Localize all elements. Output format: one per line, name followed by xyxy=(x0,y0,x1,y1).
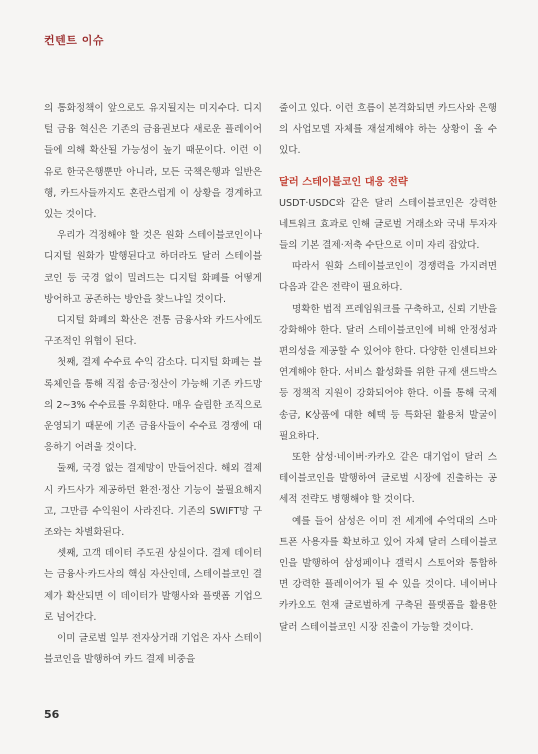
paragraph: 명확한 법적 프레임워크를 구축하고, 신뢰 기반을 강화해야 한다. 달러 스테이블코인에 비해 안정성과 편의성을 제공할 수 있어야 한다. 다양한 인센티브와 연계해야 한다. 서비스 활성화를 위한 규제 샌드박스 등 정책적 지원이 강화되어야 한다. 이를 통해 국제송금, K상품에 대한 혜택 등 특화된 활용처 발굴이 필요하다. xyxy=(279,303,497,442)
paragraph: 예를 들어 삼성은 이미 전 세계에 수억대의 스마트폰 사용자를 확보하고 있어 자체 달러 스테이블코인을 발행하여 삼성페이나 갤럭시 스토어와 통합하면 강력한 플레이어가 될 수 있을 것이다. 네이버나 카카오도 현재 글로벌하게 구축된 플랫폼을 활용한 달러 스테이블코인 시장 진출이 가능할 것이다. xyxy=(279,515,497,633)
page-number: 56 xyxy=(44,708,60,721)
paragraph: 의 통화정책이 앞으로도 유지될지는 미지수다. 디지털 금융 혁신은 기존의 금융권보다 새로운 플레이어들에 의해 확산될 가능성이 높기 때문이다. 이런 이유로 한국은행뿐만 아니라, 모든 국책은행과 일반은행, 카드사들까지도 혼란스럽게 이 상황을 경계하고 있는 것이다. xyxy=(44,103,262,221)
paragraph: 줄이고 있다. 이런 흐름이 본격화되면 카드사와 은행의 사업모델 자체를 재설계해야 하는 상황이 올 수 있다. xyxy=(279,103,497,157)
paragraph: 디지털 화폐의 확산은 전통 금융사와 카드사에도 구조적인 위협이 된다. xyxy=(44,315,262,348)
paragraph: 이미 글로벌 일부 전자상거래 기업은 자사 스테이블코인을 발행하여 카드 결제 비중을 xyxy=(44,633,262,666)
section-heading: 달러 스테이블코인 대응 전략 xyxy=(279,176,408,188)
paragraph: 둘째, 국경 없는 결제망이 만들어진다. 해외 결제 시 카드사가 제공하던 환전·정산 기능이 불필요해지고, 그만큼 수익원이 사라진다. 기존의 SWIFT망 구조와는 차별화된다. xyxy=(44,463,262,539)
right-column xyxy=(279,98,497,638)
paragraph: 따라서 원화 스테이블코인이 경쟁력을 가지려면 다음과 같은 전략이 필요하다. xyxy=(279,261,497,294)
paragraph: 첫째, 결제 수수료 수익 감소다. 디지털 화폐는 블록체인을 통해 직접 송금·정산이 가능해 기존 카드망의 2~3% 수수료를 우회한다. 매우 슬림한 조직으로 운영되기 때문에 기존 금융사들이 수수료 경쟁에 대응하기 어려울 것이다. xyxy=(44,357,262,454)
section-label: 컨텐트 이슈 xyxy=(44,34,104,47)
left-column xyxy=(44,98,262,670)
paragraph: USDT·USDC와 같은 달러 스테이블코인은 강력한 네트워크 효과로 인해 글로벌 거래소와 국내 투자자들의 기본 결제·저축 수단으로 이미 자리 잡았다. xyxy=(279,197,497,252)
paragraph: 셋째, 고객 데이터 주도권 상실이다. 결제 데이터는 금융사·카드사의 핵심 자산인데, 스테이블코인 결제가 확산되면 이 데이터가 발행사와 플랫폼 기업으로 넘어간다. xyxy=(44,548,262,623)
paragraph: 우리가 걱정해야 할 것은 원화 스테이블코인이나 디지털 원화가 발행된다고 하더라도 달러 스테이블코인 등 국경 없이 밀려드는 디지털 화폐를 어떻게 방어하고 공존하는 방안을 찾느냐일 것이다. xyxy=(44,230,262,305)
paragraph: 또한 삼성·네이버·카카오 같은 대기업이 달러 스테이블코인을 발행하여 글로벌 시장에 진출하는 공세적 전략도 병행해야 할 것이다. xyxy=(279,452,497,506)
